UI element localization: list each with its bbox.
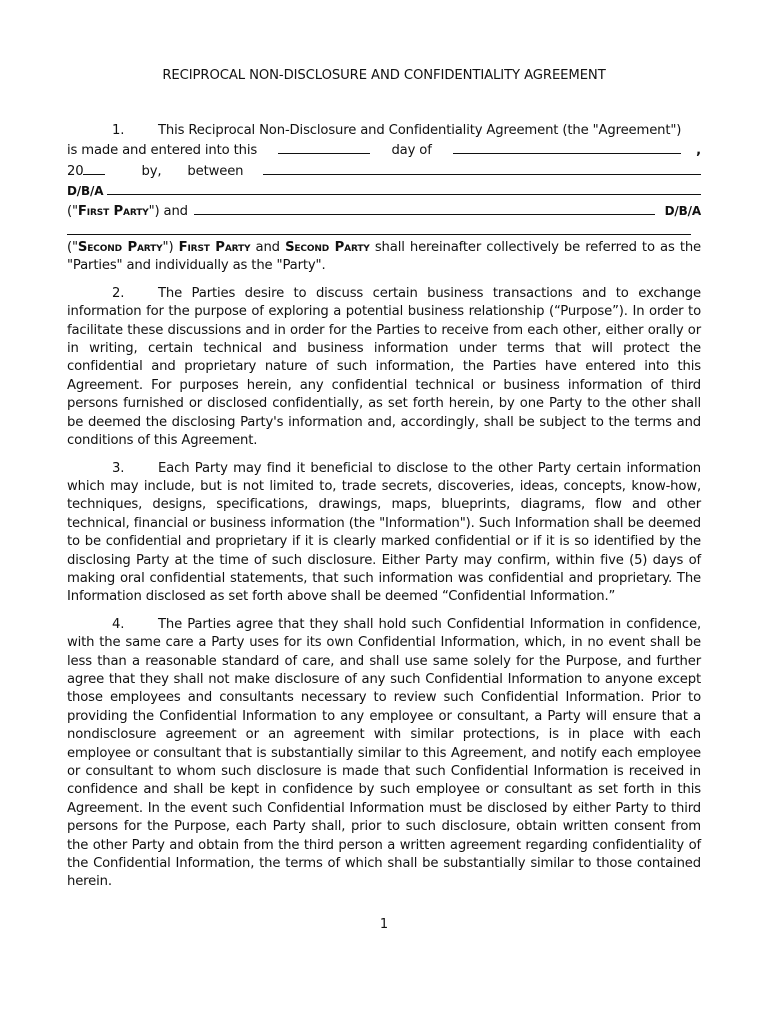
by-text: by, [141, 163, 162, 179]
between-text: between [187, 163, 244, 179]
second-party-dba-blank [67, 221, 691, 235]
paragraph-1-line-5 [67, 201, 701, 221]
document-title: RECIPROCAL NON-DISCLOSURE AND CONFIDENTIALITY AGREEMENT [162, 68, 606, 83]
paragraph-1-line-6 [67, 221, 701, 239]
second-party-name-blank [194, 201, 655, 215]
paragraph-2-text: The Parties desire to discuss certain business transactions and to exchange information for the purpose of exploring a potential business relationship (“Purpose”). In order to facilitate these discussions and in order for the Parties to receive from each other, either orally or in writing, certain technical and business information under terms that will protect the confidential and proprietary nature of such information, the Parties have entered into this Agreement. For purposes herein, any confidential technical or business information of third persons furnished or disclosed confidentially, as set forth herein, by one Party to the other shall be deemed the disclosing Party's information and, accordingly, shall be subject to the terms and conditions of this Agreement. [67, 285, 701, 449]
first-party-label: First Party [77, 203, 149, 219]
and-text-2: and [255, 240, 280, 256]
made-entered-text: is made and entered into this [67, 143, 258, 159]
paragraph-3 [67, 460, 701, 607]
paragraph-number: 4. [112, 616, 125, 632]
paragraph-2 [67, 285, 701, 451]
comma-text: , [696, 143, 701, 159]
open-quote-text: (" [67, 203, 78, 219]
dba-label-2: D/B/A [664, 203, 701, 218]
paragraph-4-text: The Parties agree that they shall hold such Confidential Information in confidence, with the same care a Party uses for its own Confidential Information, which, in no event shall be less than a reasonable standard of care, and shall use same solely for the Purpose, and further agree that they shall not make disclosure of any such Confidential Information to anyone except those employees and consultants necessary to review such Confidential Information. Prior to providing the Confidential Information to any employee or consultant, a Party will ensure that a nondisclosure agreement or an agreement with similar protections, is in place with each employee or consultant that is substantially similar to this Agreement, and notify each employee or consultant to whom such disclosure is made that such Confidential Information is received in confidence and shall be kept in confidence by such employee or consultant as set forth in this Agreement. In the event such Confidential Information must be disclosed by either Party to third persons for the Purpose, each Party shall, prior to such disclosure, obtain written consent from the other Party and obtain from the third person a written agreement regarding confidentiality of the Confidential Information, the terms of which shall be substantially similar to those contained herein. [67, 616, 701, 890]
and-text: ") and [148, 203, 188, 219]
paragraph-1-text: This Reciprocal Non-Disclosure and Confidentiality Agreement (the "Agreement") [158, 123, 682, 138]
paragraph-number: 1. [112, 123, 125, 138]
paragraph-number: 3. [112, 460, 125, 476]
paragraph-1-line-4 [67, 181, 701, 200]
first-party-dba-blank [107, 181, 701, 195]
paragraph-1 [67, 122, 701, 276]
paragraph-4 [67, 616, 701, 892]
document-page [67, 0, 701, 1024]
paragraph-1-closing [67, 239, 701, 276]
first-party-name-blank [263, 161, 701, 175]
document-body [67, 122, 701, 892]
parties-definition-text: shall hereinafter collectively be referred to as the "Parties" and individually as the "Party". [67, 240, 702, 274]
year-blank [83, 161, 105, 175]
day-of-text: day of [391, 143, 432, 159]
open-quote-text-2: (" [67, 240, 78, 256]
paragraph-1-line-2 [67, 140, 701, 160]
paragraph-3-text: Each Party may find it beneficial to disclose to the other Party certain information which may include, but is not limited to, trade secrets, discoveries, ideas, concepts, know-how, techniques, designs, specifications, drawings, maps, blueprints, diagrams, flow and other technical, financial or business information (the "Information"). Such Information shall be deemed to be confidential and proprietary if it is clearly marked confidential or if it is so identified by the disclosing Party at the time of such disclosure. Either Party may confirm, within five (5) days of making oral confidential statements, that such information was confidential and proprietary. The Information disclosed as set forth above shall be deemed “Confidential Information.” [67, 460, 701, 605]
close-quote-text: ") [162, 240, 174, 256]
paragraph-1-line-3 [67, 161, 701, 181]
day-blank [278, 140, 370, 154]
month-blank [453, 140, 681, 154]
first-party-label-2: First Party [178, 240, 251, 256]
year-prefix: 20 [67, 163, 84, 179]
paragraph-1-line-1 [67, 122, 701, 140]
second-party-label: Second Party [77, 240, 163, 256]
dba-label-1: D/B/A [67, 184, 104, 199]
paragraph-number: 2. [112, 285, 125, 301]
page-number: 1 [379, 917, 389, 932]
second-party-label-2: Second Party [285, 240, 370, 256]
